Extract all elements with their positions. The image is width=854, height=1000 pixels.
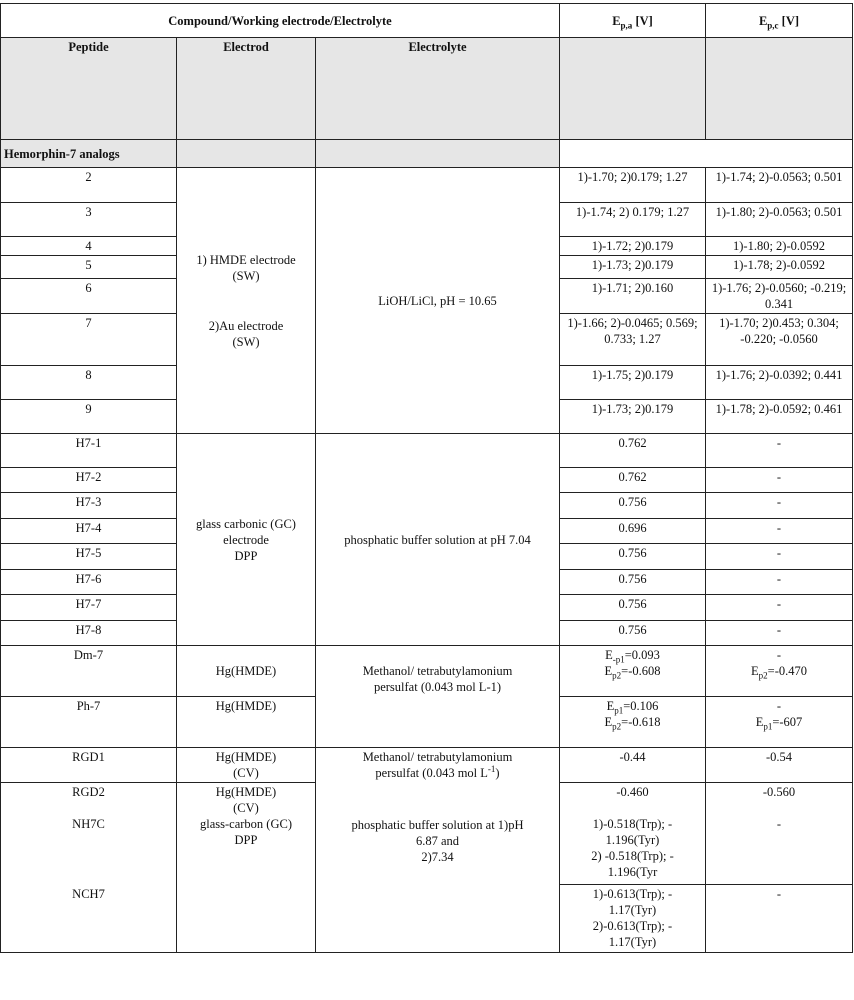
epc-ph7-1: -: [776, 699, 782, 713]
epa-ph7-2-main: E: [604, 715, 613, 729]
epc-cell: [706, 697, 853, 748]
col-header-blank-epa: [560, 38, 706, 140]
peptide-cell: 7: [1, 314, 177, 366]
section-blank-3: [560, 140, 706, 168]
peptide-cell: H7-3: [1, 493, 177, 519]
group2-electrode-line1: glass carbonic (GC): [196, 516, 296, 531]
epa-nch7-2: 1.17(Tyr): [608, 903, 657, 917]
group2-electrode-line3: DPP: [234, 548, 258, 563]
section-blank-1: [177, 140, 316, 168]
peptide-cell: H7-7: [1, 595, 177, 621]
epc-nh7c: -: [776, 817, 782, 831]
group4-electrode-line2: (CV): [233, 801, 259, 815]
epc-rgd2: -0.560: [762, 785, 796, 799]
epa-ph7-2-sub: p2: [612, 721, 622, 732]
group2-electrolyte: phosphatic buffer solution at pH 7.04: [316, 434, 560, 646]
electrochemistry-table: [0, 3, 853, 953]
epc-cell: -: [706, 434, 853, 468]
epa-cell: 0.756: [560, 544, 706, 570]
epa-cell: 0.756: [560, 621, 706, 646]
peptide-cell: [1, 783, 177, 885]
epa-dm7-1-val: =0.093: [624, 648, 660, 662]
group1-electrode-line4: (SW): [232, 334, 260, 349]
group1-electrode: [177, 168, 316, 434]
rgd1-electrolyte-line1: Methanol/ tetrabutylamonium: [362, 750, 513, 764]
epc-cell: -: [706, 570, 853, 595]
rgd1-electrolyte-end: ): [495, 766, 500, 780]
group4-electrode-line4: DPP: [234, 833, 258, 847]
peptide-nch7: NCH7: [72, 886, 105, 901]
epa-ph7-1-sub: p1: [614, 705, 624, 716]
group4-electrode-line3: glass-carbon (GC): [200, 817, 292, 831]
group3-electrolyte: [316, 646, 560, 748]
header-epc-sub: p,c: [767, 20, 779, 30]
group1-electrolyte: LiOH/LiCl, pH = 10.65: [316, 168, 560, 434]
epc-cell: 1)-1.70; 2)0.453; 0.304; -0.220; -0.0560: [706, 314, 853, 366]
group3-electrolyte-line2: persulfat (0.043 mol L-1): [373, 680, 502, 694]
peptide-cell: Ph-7: [1, 697, 177, 748]
header-compound-group: [1, 4, 560, 38]
header-epc: [706, 4, 853, 38]
rgd1-electrode-line1: Hg(HMDE): [215, 750, 277, 764]
epc-cell: -: [706, 519, 853, 544]
table-row-rgd1: [1, 748, 853, 783]
table-row: [1, 434, 853, 468]
epc-cell: -: [706, 885, 853, 953]
peptide-cell: H7-2: [1, 468, 177, 493]
rgd1-electrode-line2: (CV): [233, 766, 259, 780]
epa-cell: 1)-1.71; 2)0.160: [560, 279, 706, 314]
epa-nh7c-4: 1.196(Tyr: [607, 865, 658, 879]
epa-cell: 1)-1.73; 2)0.179: [560, 400, 706, 434]
epa-cell: [560, 783, 706, 885]
epc-dm7-2-sub: p2: [758, 670, 768, 681]
epc-ph7-2-sub: p1: [763, 721, 773, 732]
col-header-electrode: Electrod: [177, 38, 316, 140]
header-compound-group-text: Compound/Working electrode/Electrolyte: [168, 13, 392, 28]
electrode-cell: [177, 748, 316, 783]
group1-electrode-line2: (SW): [232, 268, 260, 283]
group4-electrolyte-line1: phosphatic buffer solution at 1)pH: [351, 817, 524, 832]
epc-cell: -0.54: [706, 748, 853, 783]
group1-electrode-line3: 2)Au electrode: [208, 318, 284, 333]
header-epa-sub: p,a: [620, 20, 633, 30]
peptide-cell: H7-1: [1, 434, 177, 468]
peptide-cell: 8: [1, 366, 177, 400]
epc-cell: -: [706, 595, 853, 621]
epc-cell: 1)-1.80; 2)-0.0563; 0.501: [706, 203, 853, 237]
epa-cell: [560, 646, 706, 697]
epa-cell: 0.756: [560, 595, 706, 621]
epa-cell: -0.44: [560, 748, 706, 783]
peptide-cell: H7-6: [1, 570, 177, 595]
peptide-cell: RGD1: [1, 748, 177, 783]
epa-ph7-1-main: E: [606, 699, 615, 713]
epa-cell: 1)-1.70; 2)0.179; 1.27: [560, 168, 706, 203]
group1-electrode-line1: 1) HMDE electrode: [196, 252, 296, 267]
group1-electrode-spacer: [180, 284, 312, 318]
epa-rgd2: -0.460: [616, 785, 649, 799]
section-row: [1, 140, 853, 168]
epc-cell: [706, 646, 853, 697]
group3-electrolyte-line1: Methanol/ tetrabutylamonium: [362, 664, 513, 678]
epc-ph7-2-val: =-607: [772, 715, 803, 729]
peptide-cell: H7-4: [1, 519, 177, 544]
group4-electrode-line1: Hg(HMDE): [215, 785, 277, 799]
electrode-cell: Hg(HMDE): [177, 697, 316, 748]
epa-cell: [560, 697, 706, 748]
epc-cell: [706, 783, 853, 885]
group2-electrode: [177, 434, 316, 646]
section-blank-2: [316, 140, 560, 168]
epa-nch7-3: 2)-0.613(Trp); -: [592, 919, 673, 933]
epc-ph7-2-main: E: [755, 715, 764, 729]
peptide-cell: 4: [1, 237, 177, 256]
table-row-dm7: [1, 646, 853, 697]
group2-electrode-line2: electrode: [223, 532, 269, 547]
peptide-cell: H7-5: [1, 544, 177, 570]
group4-electrode: [177, 783, 316, 953]
peptide-cell: 9: [1, 400, 177, 434]
peptide-cell: [1, 885, 177, 953]
peptide-cell: H7-8: [1, 621, 177, 646]
epc-cell: 1)-1.76; 2)-0.0560; -0.219; 0.341: [706, 279, 853, 314]
epa-cell: 1)-1.73; 2)0.179: [560, 256, 706, 279]
epa-dm7-2-val: =-0.608: [621, 664, 661, 678]
header-epc-main: E: [758, 13, 768, 28]
epa-nh7c-2: 1.196(Tyr): [605, 833, 660, 847]
col-header-blank-epc: [706, 38, 853, 140]
col-header-peptide: Peptide: [1, 38, 177, 140]
epc-cell: -: [706, 621, 853, 646]
epc-cell: -: [706, 493, 853, 519]
peptide-cell: 6: [1, 279, 177, 314]
epa-ph7-2-val: =-0.618: [621, 715, 661, 729]
peptide-cell: Dm-7: [1, 646, 177, 697]
epa-cell: 0.756: [560, 570, 706, 595]
epc-dm7-2-val: =-0.470: [767, 664, 807, 678]
group4-electrolyte: [316, 783, 560, 953]
epa-cell: 1)-1.74; 2) 0.179; 1.27: [560, 203, 706, 237]
header-row-columns: [1, 38, 853, 140]
header-epa: [560, 4, 706, 38]
epc-cell: 1)-1.76; 2)-0.0392; 0.441: [706, 366, 853, 400]
epa-nh7c-1: 1)-0.518(Trp); -: [592, 817, 673, 831]
section-title: Hemorphin-7 analogs: [1, 140, 177, 168]
epa-nh7c-3: 2) -0.518(Trp); -: [591, 849, 674, 863]
epa-dm7-2-main: E: [604, 664, 613, 678]
rgd1-electrolyte-line2: persulfat (0.043 mol L: [375, 766, 488, 780]
epa-dm7-1-main: E: [605, 648, 613, 662]
group4-electrolyte-line3: 2)7.34: [421, 849, 454, 864]
table-row-rgd2-nh7c: [1, 783, 853, 885]
epa-cell: 0.762: [560, 468, 706, 493]
epc-cell: 1)-1.80; 2)-0.0592: [706, 237, 853, 256]
rgd1-electrolyte-sup: -1: [487, 763, 496, 774]
peptide-rgd2: RGD2: [72, 785, 105, 799]
group4-electrolyte-line2: 6.87 and: [415, 833, 460, 848]
epa-nch7-4: 1.17(Tyr): [608, 935, 657, 949]
header-epa-main: E: [612, 13, 621, 28]
epa-nch7-1: 1)-0.613(Trp); -: [592, 887, 673, 901]
peptide-nh7c: NH7C: [72, 817, 105, 831]
epa-ph7-1-val: =0.106: [623, 699, 659, 713]
epa-cell: 1)-1.72; 2)0.179: [560, 237, 706, 256]
epc-dm7-1: -: [776, 648, 782, 662]
section-blank-4: [706, 140, 853, 168]
epa-cell: 1)-1.75; 2)0.179: [560, 366, 706, 400]
col-header-electrolyte: Electrolyte: [316, 38, 560, 140]
peptide-cell: 5: [1, 256, 177, 279]
epc-cell: 1)-1.78; 2)-0.0592; 0.461: [706, 400, 853, 434]
header-row-top: [1, 4, 853, 38]
epa-dm7-2-sub: p2: [612, 670, 622, 681]
header-epa-unit: [V]: [632, 13, 653, 28]
epc-cell: -: [706, 468, 853, 493]
peptide-cell: 2: [1, 168, 177, 203]
epc-cell: -: [706, 544, 853, 570]
epa-cell: 0.696: [560, 519, 706, 544]
epc-cell: 1)-1.78; 2)-0.0592: [706, 256, 853, 279]
epc-dm7-2-main: E: [751, 664, 759, 678]
electrode-cell: Hg(HMDE): [177, 646, 316, 697]
peptide-cell: 3: [1, 203, 177, 237]
epa-cell: 0.756: [560, 493, 706, 519]
header-epc-unit: [V]: [778, 13, 800, 28]
epa-dm7-1-sub: -p1: [612, 654, 625, 665]
epa-cell: 0.762: [560, 434, 706, 468]
electrolyte-cell: [316, 748, 560, 783]
epa-cell: 1)-1.66; 2)-0.0465; 0.569; 0.733; 1.27: [560, 314, 706, 366]
epa-cell: [560, 885, 706, 953]
table-row: [1, 168, 853, 203]
epc-cell: 1)-1.74; 2)-0.0563; 0.501: [706, 168, 853, 203]
